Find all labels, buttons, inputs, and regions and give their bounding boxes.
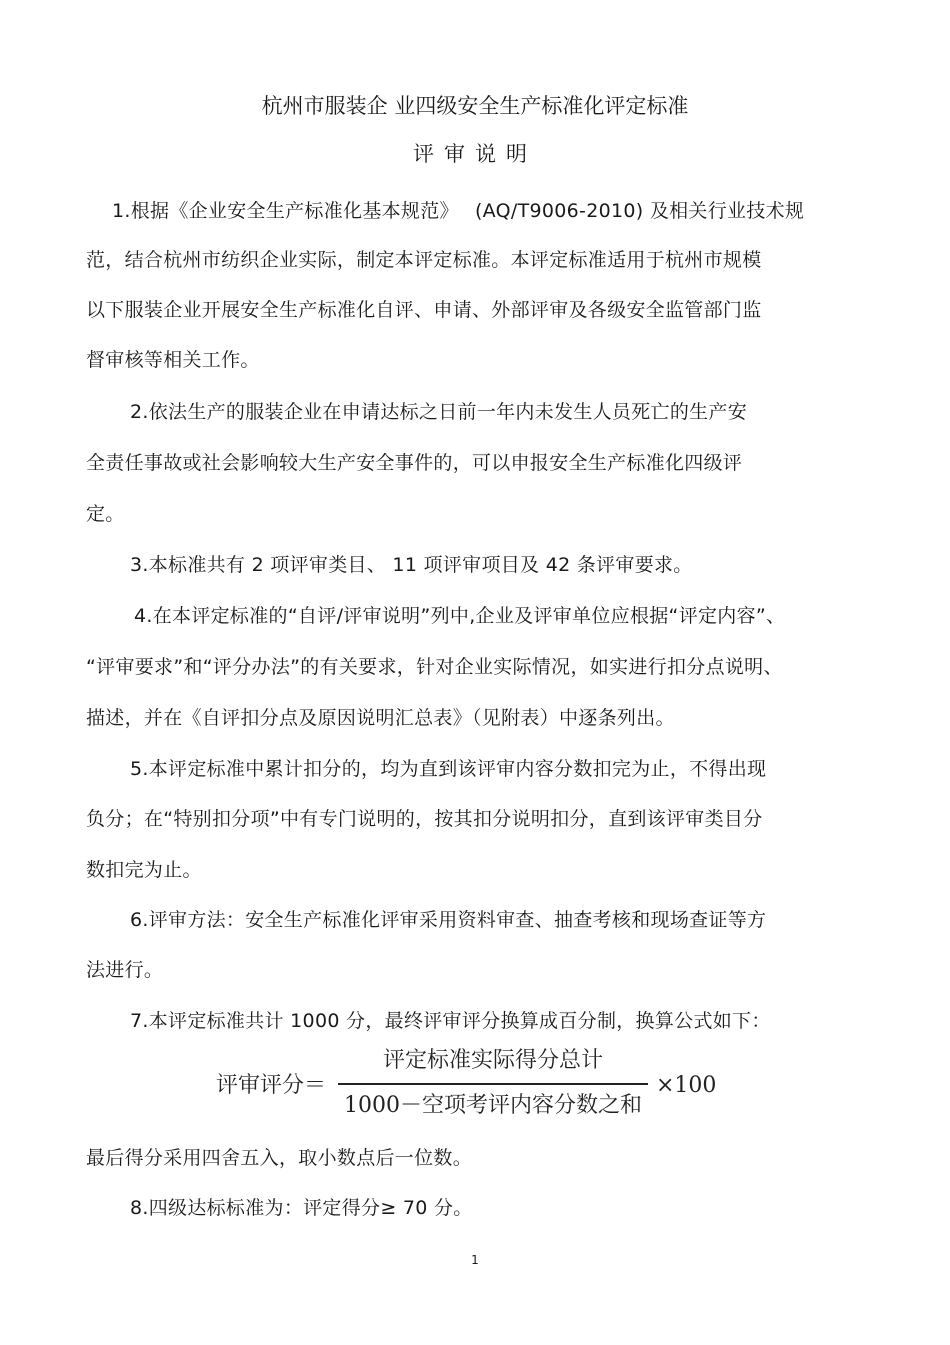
paragraph-line: 最后得分采用四舍五入，取小数点后一位数。 xyxy=(86,1147,473,1169)
formula-numerator: 评定标准实际得分总计 xyxy=(382,1048,603,1073)
document-title: 杭州市服装企 业四级安全生产标准化评定标准 xyxy=(261,94,689,118)
paragraph-line: 定。 xyxy=(86,503,125,525)
paragraph-line: 数扣完为止。 xyxy=(86,859,202,881)
document-subtitle: 评审说明 xyxy=(413,142,537,166)
paragraph-line: 4.在本评定标准的“自评/评审说明”列中,企业及评审单位应根据“评定内容”、 xyxy=(134,605,786,627)
score-formula xyxy=(216,1045,717,1125)
paragraph-line: 负分；在“特别扣分项”中有专门说明的，按其扣分说明扣分，直到该评审类目分 xyxy=(86,808,763,830)
formula-fraction-bar xyxy=(338,1083,648,1085)
paragraph-line: “评审要求”和“评分办法”的有关要求，针对企业实际情况，如实进行扣分点说明、 xyxy=(86,656,783,678)
formula-multiplier: ×100 xyxy=(656,1073,717,1098)
paragraph-line: 6.评审方法：安全生产标准化评审采用资料审查、抽查考核和现场查证等方 xyxy=(130,909,767,931)
formula-lhs: 评审评分＝ xyxy=(216,1073,327,1098)
paragraph-line: 全责任事故或社会影响较大生产安全事件的，可以申报安全生产标准化四级评 xyxy=(86,452,743,474)
paragraph-line: 1.根据《企业安全生产标准化基本规范》 (AQ/T9006-2010) 及相关行业技术规 xyxy=(112,200,805,222)
formula-denominator: 1000－空项考评内容分数之和 xyxy=(344,1093,642,1118)
paragraph-line: 7.本评定标准共计 1000 分，最终评审评分换算成百分制，换算公式如下： xyxy=(130,1010,771,1032)
paragraph-line: 法进行。 xyxy=(86,959,164,981)
paragraph-line: 2.依法生产的服装企业在申请达标之日前一年内未发生人员死亡的生产安 xyxy=(130,401,748,423)
page-number: 1 xyxy=(471,1253,479,1267)
paragraph-line: 8.四级达标标准为：评定得分≥ 70 分。 xyxy=(130,1197,473,1219)
paragraph-line: 督审核等相关工作。 xyxy=(86,349,260,371)
paragraph-line: 5.本评定标准中累计扣分的，均为直到该评审内容分数扣完为止，不得出现 xyxy=(130,758,767,780)
paragraph-line: 以下服装企业开展安全生产标准化自评、申请、外部评审及各级安全监管部门监 xyxy=(86,299,762,321)
paragraph-line: 范，结合杭州市纺织企业实际，制定本评定标准。本评定标准适用于杭州市规模 xyxy=(86,249,762,271)
paragraph-line: 3.本标准共有 2 项评审类目、 11 项评审项目及 42 条评审要求。 xyxy=(130,554,693,576)
paragraph-line: 描述，并在《自评扣分点及原因说明汇总表》（见附表）中逐条列出。 xyxy=(86,707,675,729)
